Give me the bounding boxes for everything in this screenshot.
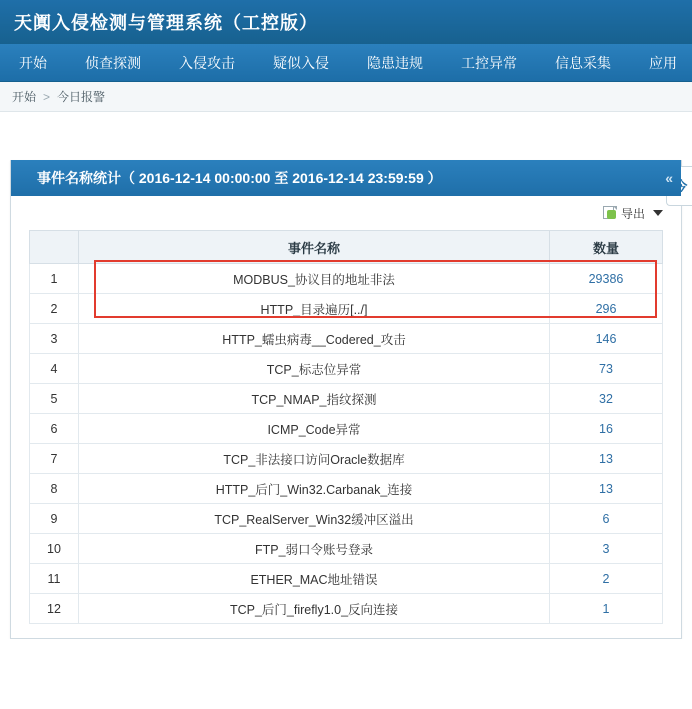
row-index: 10 <box>30 534 79 564</box>
page-title: 天阗入侵检测与管理系统（工控版） <box>14 13 318 33</box>
nav-item-violation[interactable]: 隐患违规 <box>367 54 423 71</box>
event-statistics-table <box>29 230 663 624</box>
row-count: 73 <box>550 354 663 384</box>
caret-down-icon[interactable] <box>653 210 663 216</box>
breadcrumb <box>0 82 692 112</box>
nav-item-collection[interactable]: 信息采集 <box>555 54 611 71</box>
table-row[interactable] <box>30 264 663 294</box>
main-navigation <box>0 44 692 82</box>
table-row[interactable] <box>30 294 663 324</box>
table-row[interactable] <box>30 354 663 384</box>
column-header-event-name: 事件名称 <box>79 231 550 264</box>
panel-title: 事件名称统计（ 2016-12-14 00:00:00 至 2016-12-14 23:59:59 ） <box>37 170 442 186</box>
export-excel-icon <box>603 206 617 220</box>
table-row[interactable] <box>30 504 663 534</box>
row-index: 11 <box>30 564 79 594</box>
row-index: 2 <box>30 294 79 324</box>
page-content <box>0 160 692 709</box>
row-index: 8 <box>30 474 79 504</box>
table-row[interactable] <box>30 414 663 444</box>
row-count: 146 <box>550 324 663 354</box>
table-row[interactable] <box>30 384 663 414</box>
row-event-name: TCP_NMAP_指纹探测 <box>79 384 550 414</box>
table-body <box>30 264 663 624</box>
nav-item-suspected[interactable]: 疑似入侵 <box>273 54 329 71</box>
row-event-name: ICMP_Code异常 <box>79 414 550 444</box>
table-header <box>30 231 663 264</box>
table-row[interactable] <box>30 594 663 624</box>
event-name-statistics-panel <box>10 160 682 639</box>
breadcrumb-separator-icon: > <box>43 89 51 104</box>
nav-item-ics-anomaly[interactable]: 工控异常 <box>461 54 517 71</box>
table-row[interactable] <box>30 324 663 354</box>
table-header-row <box>30 231 663 264</box>
nav-item-start[interactable]: 开始 <box>19 54 47 71</box>
panel-header <box>11 160 681 196</box>
table-row[interactable] <box>30 444 663 474</box>
row-index: 9 <box>30 504 79 534</box>
row-event-name: TCP_非法接口访问Oracle数据库 <box>79 444 550 474</box>
nav-item-recon[interactable]: 侦查探测 <box>85 54 141 71</box>
row-event-name: ETHER_MAC地址错误 <box>79 564 550 594</box>
table-row[interactable] <box>30 534 663 564</box>
row-count: 29386 <box>550 264 663 294</box>
row-event-name: TCP_后门_firefly1.0_反向连接 <box>79 594 550 624</box>
nav-item-application[interactable]: 应用 <box>649 54 677 71</box>
row-count: 3 <box>550 534 663 564</box>
row-index: 7 <box>30 444 79 474</box>
row-index: 4 <box>30 354 79 384</box>
nav-item-intrusion[interactable]: 入侵攻击 <box>179 54 235 71</box>
row-count: 13 <box>550 474 663 504</box>
row-event-name: TCP_RealServer_Win32缓冲区溢出 <box>79 504 550 534</box>
column-header-count: 数量 <box>550 231 663 264</box>
table-row[interactable] <box>30 564 663 594</box>
row-event-name: HTTP_后门_Win32.Carbanak_连接 <box>79 474 550 504</box>
row-count: 6 <box>550 504 663 534</box>
app-titlebar <box>0 0 692 44</box>
export-label: 导出 <box>620 206 645 221</box>
row-index: 3 <box>30 324 79 354</box>
row-event-name: MODBUS_协议目的地址非法 <box>79 264 550 294</box>
row-index: 5 <box>30 384 79 414</box>
breadcrumb-current: 今日报警 <box>57 90 106 104</box>
row-event-name: HTTP_蠕虫病毒__Codered_攻击 <box>79 324 550 354</box>
row-count: 32 <box>550 384 663 414</box>
export-button[interactable] <box>603 205 663 222</box>
column-header-index <box>30 231 79 264</box>
row-count: 13 <box>550 444 663 474</box>
row-count: 296 <box>550 294 663 324</box>
row-event-name: TCP_标志位异常 <box>79 354 550 384</box>
row-event-name: HTTP_目录遍历[../] <box>79 294 550 324</box>
breadcrumb-root[interactable]: 开始 <box>12 90 37 104</box>
panel-toolbar <box>11 196 681 230</box>
row-count: 1 <box>550 594 663 624</box>
collapse-icon[interactable]: « <box>665 170 673 186</box>
row-event-name: FTP_弱口令账号登录 <box>79 534 550 564</box>
row-index: 1 <box>30 264 79 294</box>
row-count: 2 <box>550 564 663 594</box>
row-count: 16 <box>550 414 663 444</box>
row-index: 6 <box>30 414 79 444</box>
table-row[interactable] <box>30 474 663 504</box>
row-index: 12 <box>30 594 79 624</box>
